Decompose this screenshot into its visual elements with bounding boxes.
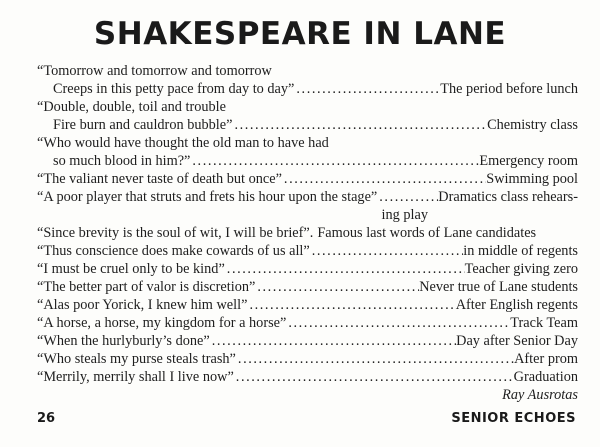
dot-leader xyxy=(234,368,514,386)
quote-answer: Day after Senior Day xyxy=(456,333,578,349)
quote-text: “Since brevity is the soul of wit, I will be brief”. xyxy=(37,225,314,241)
quote-entry xyxy=(37,116,578,134)
quote-text: “Double, double, toil and trouble xyxy=(37,99,226,115)
quote-answer: in middle of regents xyxy=(463,243,578,259)
quote-text: “The better part of valor is discretion” xyxy=(37,279,256,295)
quote-entry xyxy=(37,368,578,386)
quote-text: “The valiant never taste of death but once” xyxy=(37,171,282,187)
publication-name: SENIOR ECHOES xyxy=(451,411,576,426)
page-title: SHAKESPEARE IN LANE xyxy=(93,16,507,52)
dot-leader xyxy=(247,296,455,314)
quote-answer: Never true of Lane students xyxy=(419,279,578,295)
quote-entry xyxy=(37,188,578,206)
quote-text: “When the hurlyburly’s done” xyxy=(37,333,210,349)
quote-answer: Graduation xyxy=(513,369,578,385)
quote-text: “Who would have thought the old man to have had xyxy=(37,135,329,151)
dot-leader xyxy=(190,152,479,170)
quote-text: “A horse, a horse, my kingdom for a horse” xyxy=(37,315,287,331)
quote-entry xyxy=(37,260,578,278)
dot-leader xyxy=(377,188,438,206)
dot-leader xyxy=(286,314,510,332)
quote-text: “Merrily, merrily shall I live now” xyxy=(37,369,234,385)
quote-entry xyxy=(37,350,578,368)
dot-leader xyxy=(232,116,487,134)
dot-leader xyxy=(294,80,440,98)
quote-answer: Dramatics class rehears- xyxy=(438,189,578,205)
quote-text: “A poor player that struts and frets his hour upon the stage” xyxy=(37,189,378,205)
page-number: 26 xyxy=(37,411,56,426)
quote-answer: Track Team xyxy=(510,315,578,331)
quote-answer: The period before lunch xyxy=(440,81,578,97)
quote-entry xyxy=(37,224,578,242)
dot-leader xyxy=(255,278,419,296)
quote-answer-continued: ing play xyxy=(381,207,428,223)
quote-text: “Alas poor Yorick, I knew him well” xyxy=(37,297,248,313)
quote-list xyxy=(37,62,578,404)
quote-entry xyxy=(37,80,578,98)
quote-answer: Teacher giving zero xyxy=(464,261,578,277)
quote-line xyxy=(37,98,578,116)
quote-text: Creeps in this petty pace from day to day” xyxy=(53,81,295,97)
quote-answer: Swimming pool xyxy=(486,171,578,187)
quote-entry xyxy=(37,152,578,170)
quote-entry xyxy=(37,170,578,188)
quote-text: “I must be cruel only to be kind” xyxy=(37,261,225,277)
dot-leader xyxy=(310,242,464,260)
dot-leader xyxy=(282,170,486,188)
quote-entry xyxy=(37,296,578,314)
quote-text: “Who steals my purse steals trash” xyxy=(37,351,236,367)
quote-line xyxy=(37,62,578,80)
quote-entry xyxy=(37,314,578,332)
author-credit: Ray Ausrotas xyxy=(502,387,578,403)
quote-answer: After English regents xyxy=(455,297,578,313)
quote-entry xyxy=(37,278,578,296)
dot-leader xyxy=(236,350,514,368)
quote-text: so much blood in him?” xyxy=(53,153,191,169)
quote-entry xyxy=(37,242,578,260)
quote-line xyxy=(37,134,578,152)
dot-leader xyxy=(225,260,465,278)
quote-answer: Emergency room xyxy=(479,153,578,169)
quote-answer: Famous last words of Lane candidates xyxy=(317,225,537,241)
quote-answer: Chemistry class xyxy=(487,117,578,133)
quote-answer: After prom xyxy=(514,351,578,367)
quote-text: Fire burn and cauldron bubble” xyxy=(53,117,233,133)
quote-text: “Tomorrow and tomorrow and tomorrow xyxy=(37,63,272,79)
dot-leader xyxy=(210,332,456,350)
quote-entry xyxy=(37,332,578,350)
quote-text: “Thus conscience does make cowards of us all” xyxy=(37,243,310,259)
